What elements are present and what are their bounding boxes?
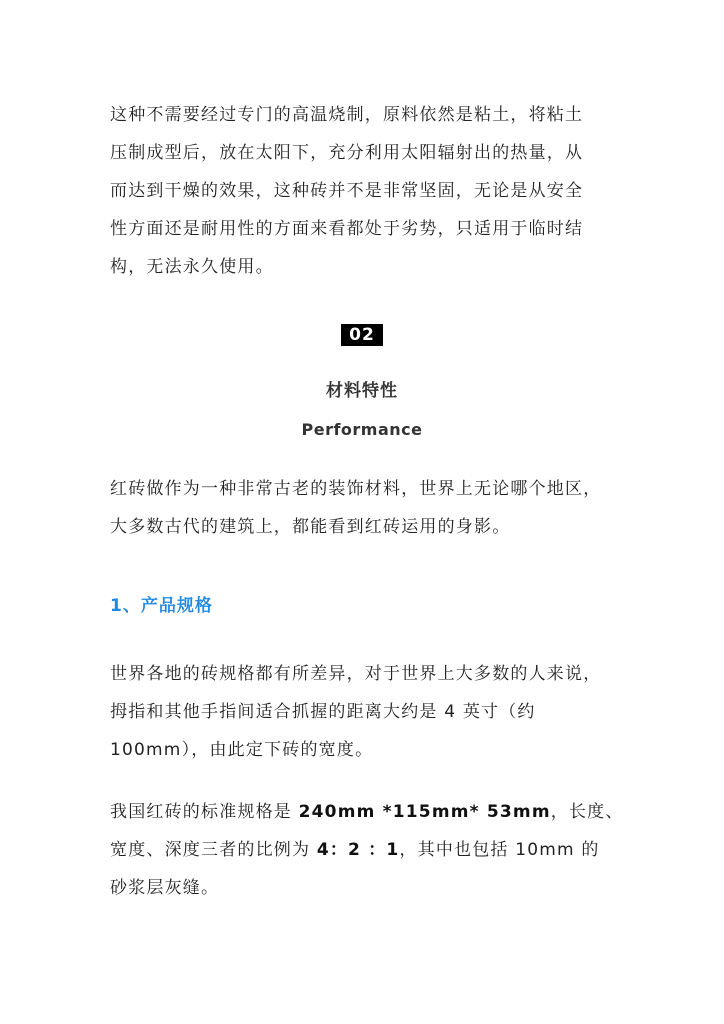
section-number-wrap <box>0 324 724 346</box>
standard-text: 宽度、深度三者的比例为 <box>110 840 317 860</box>
section-subtitle: Performance <box>301 420 423 439</box>
intro-line: 性方面还是耐用性的方面来看都处于劣势，只适用于临时结 <box>110 219 584 239</box>
section-title: 材料特性 <box>326 381 398 401</box>
standard-line <box>110 831 650 869</box>
spec-line: 100mm），由此定下砖的宽度。 <box>110 740 374 760</box>
description-paragraph <box>110 470 650 546</box>
standard-ratio: 4：2 ：1 <box>316 840 400 860</box>
standard-line <box>110 793 650 831</box>
intro-line: 这种不需要经过专门的高温烧制，原料依然是粘土，将粘土 <box>110 105 584 125</box>
standard-size: 240mm *115mm* 53mm <box>298 802 551 822</box>
description-line: 红砖做作为一种非常古老的装饰材料，世界上无论哪个地区， <box>110 479 602 499</box>
section-number-badge: 02 <box>341 324 383 346</box>
spec-line: 世界各地的砖规格都有所差异，对于世界上大多数的人来说， <box>110 664 602 684</box>
standard-line: 砂浆层灰缝。 <box>110 878 220 898</box>
intro-line: 构，无法永久使用。 <box>110 257 274 277</box>
spec-heading: 1、产品规格 <box>110 596 213 616</box>
description-line: 大多数古代的建筑上，都能看到红砖运用的身影。 <box>110 517 511 537</box>
standard-text: ，长度、 <box>550 802 624 822</box>
intro-line: 而达到干燥的效果，这种砖并不是非常坚固，无论是从安全 <box>110 181 584 201</box>
standard-paragraph <box>110 793 650 907</box>
standard-text: 我国红砖的标准规格是 <box>110 802 299 822</box>
intro-paragraph <box>110 96 650 286</box>
intro-line: 压制成型后，放在太阳下，充分利用太阳辐射出的热量，从 <box>110 143 584 163</box>
standard-text: ，其中也包括 10mm 的 <box>399 840 600 860</box>
spec-paragraph <box>110 655 650 769</box>
spec-line: 拇指和其他手指间适合抓握的距离大约是 4 英寸（约 <box>110 702 536 722</box>
